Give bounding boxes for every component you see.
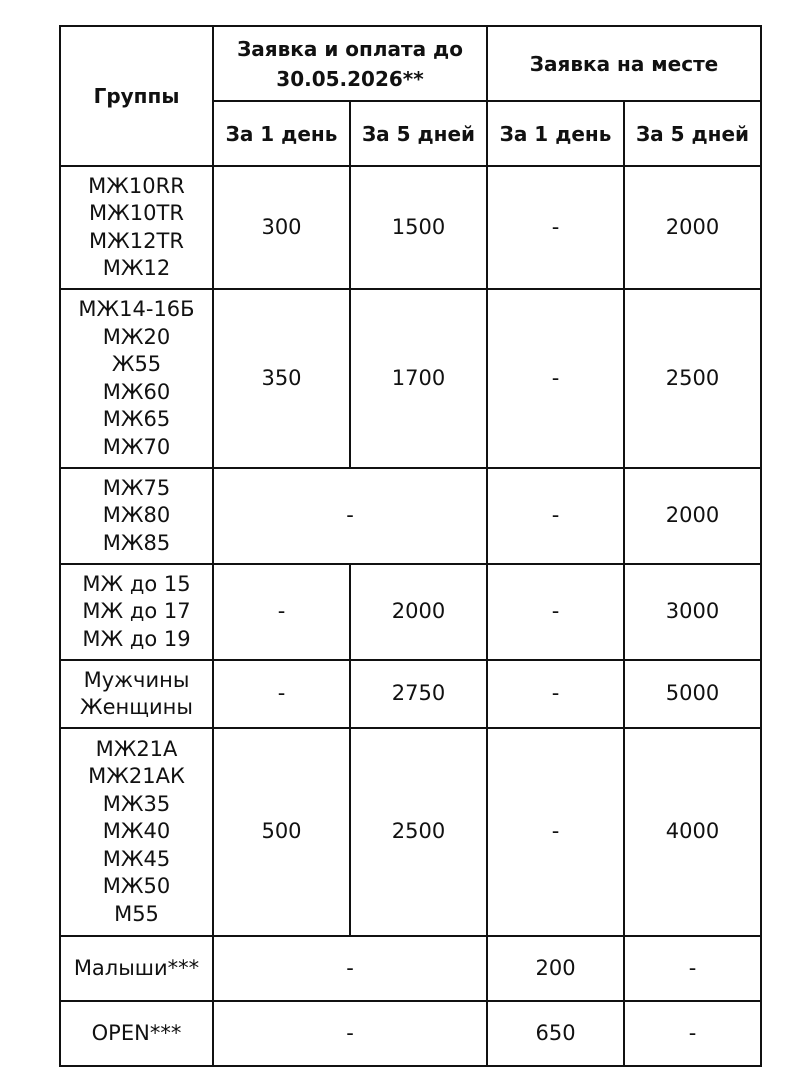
fee-early-1-day: 350: [213, 289, 350, 468]
table-row: [60, 468, 761, 564]
fee-onsite-5-days: -: [624, 1001, 761, 1066]
fee-onsite-5-days: 3000: [624, 564, 761, 660]
fee-onsite-5-days: 2000: [624, 468, 761, 564]
fee-early-merged: -: [213, 1001, 487, 1066]
subheader-early-1-day: За 1 день: [213, 101, 350, 166]
groups-cell: МЖ75 МЖ80 МЖ85: [60, 468, 213, 564]
subheader-onsite-1-day: За 1 день: [487, 101, 624, 166]
fee-onsite-1-day: -: [487, 564, 624, 660]
fee-onsite-5-days: 2000: [624, 166, 761, 289]
fee-early-1-day: -: [213, 660, 350, 728]
fee-onsite-1-day: -: [487, 468, 624, 564]
fee-early-1-day: 500: [213, 728, 350, 936]
fee-onsite-5-days: 5000: [624, 660, 761, 728]
subheader-early-5-days: За 5 дней: [350, 101, 487, 166]
header-groups: Группы: [60, 26, 213, 166]
fee-onsite-1-day: -: [487, 289, 624, 468]
groups-cell: OPEN***: [60, 1001, 213, 1066]
fee-early-merged: -: [213, 468, 487, 564]
fees-table: [59, 25, 762, 1067]
fee-early-5-days: 2750: [350, 660, 487, 728]
fee-onsite-5-days: 2500: [624, 289, 761, 468]
groups-cell: МЖ21А МЖ21АК МЖ35 МЖ40 МЖ45 МЖ50 М55: [60, 728, 213, 936]
fee-onsite-5-days: 4000: [624, 728, 761, 936]
fee-early-5-days: 2500: [350, 728, 487, 936]
fee-onsite-1-day: 650: [487, 1001, 624, 1066]
table-row: [60, 1001, 761, 1066]
table-row: [60, 936, 761, 1001]
groups-cell: МЖ до 15 МЖ до 17 МЖ до 19: [60, 564, 213, 660]
fee-onsite-1-day: -: [487, 166, 624, 289]
subheader-onsite-5-days: За 5 дней: [624, 101, 761, 166]
table-row: [60, 660, 761, 728]
fee-early-5-days: 2000: [350, 564, 487, 660]
fee-early-5-days: 1500: [350, 166, 487, 289]
fee-onsite-1-day: 200: [487, 936, 624, 1001]
fee-onsite-1-day: -: [487, 660, 624, 728]
fee-early-1-day: -: [213, 564, 350, 660]
header-row: [60, 26, 761, 101]
header-onsite-registration: Заявка на месте: [487, 26, 761, 101]
table-row: [60, 728, 761, 936]
fee-early-1-day: 300: [213, 166, 350, 289]
fee-early-5-days: 1700: [350, 289, 487, 468]
groups-cell: Малыши***: [60, 936, 213, 1001]
table-row: [60, 289, 761, 468]
groups-cell: МЖ10RR МЖ10TR МЖ12TR МЖ12: [60, 166, 213, 289]
table-row: [60, 564, 761, 660]
groups-cell: МЖ14-16Б МЖ20 Ж55 МЖ60 МЖ65 МЖ70: [60, 289, 213, 468]
header-early-registration: Заявка и оплата до 30.05.2026**: [213, 26, 487, 101]
fee-onsite-1-day: -: [487, 728, 624, 936]
fee-onsite-5-days: -: [624, 936, 761, 1001]
groups-cell: Мужчины Женщины: [60, 660, 213, 728]
fee-early-merged: -: [213, 936, 487, 1001]
table-row: [60, 166, 761, 289]
